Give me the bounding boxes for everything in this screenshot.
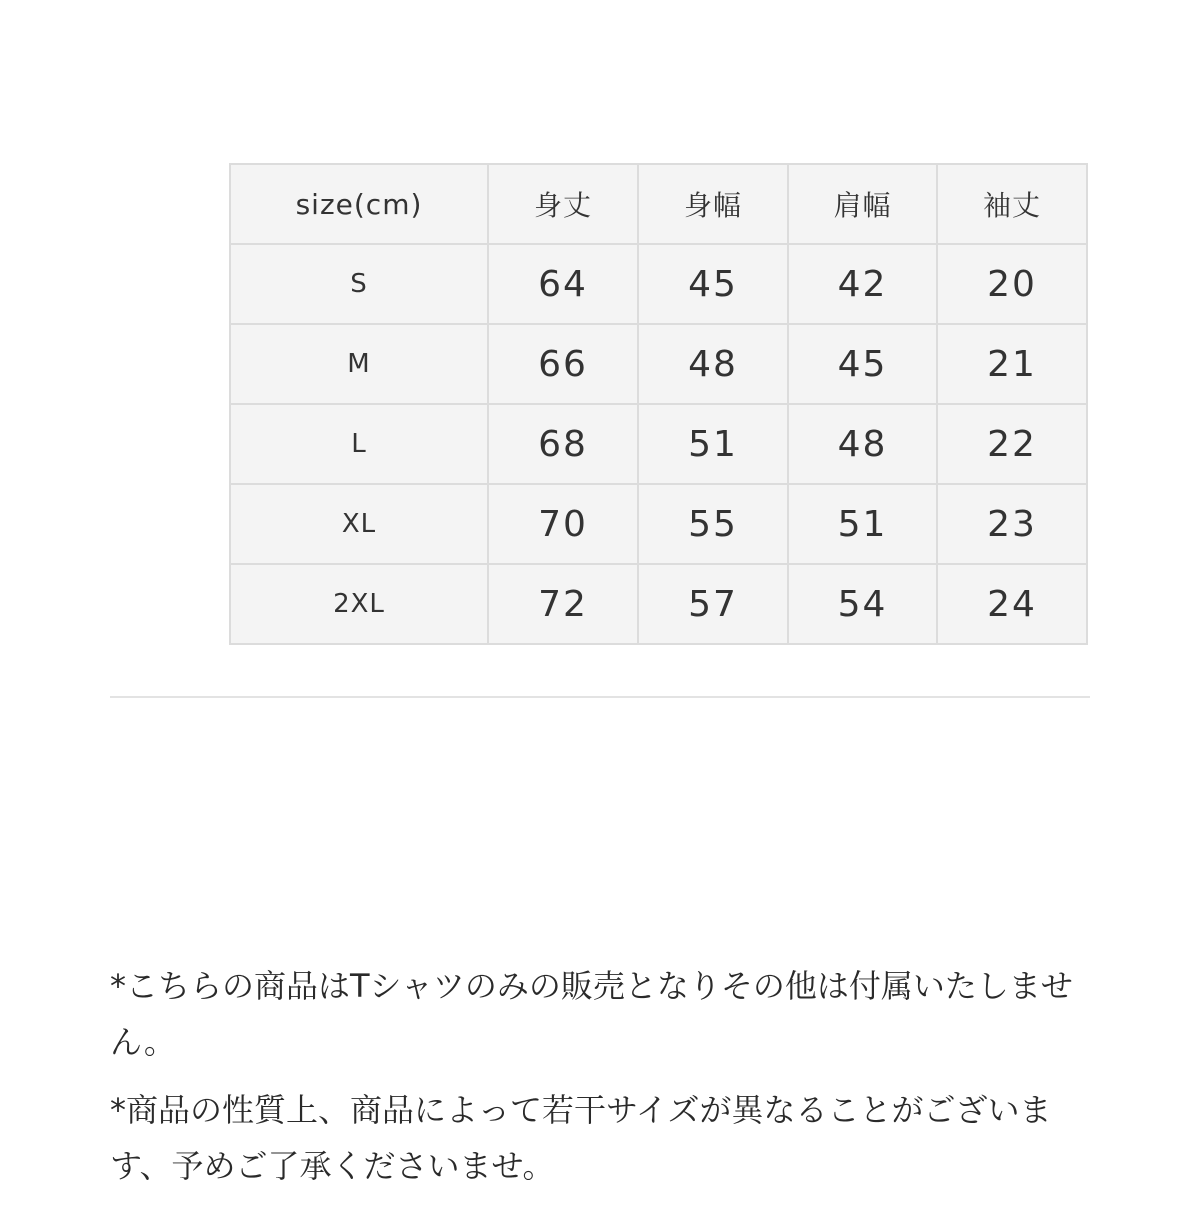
table-cell: 70	[488, 484, 638, 564]
table-header-row	[230, 164, 1087, 244]
note-size-variance: *商品の性質上、商品によって若干サイズが異なることがございます、予めご了承くださいませ。	[110, 1091, 1052, 1185]
table-cell: 22	[937, 404, 1087, 484]
table-cell: 21	[937, 324, 1087, 404]
table-row	[230, 484, 1087, 564]
table-row	[230, 324, 1087, 404]
table-cell: 51	[638, 404, 788, 484]
table-cell: 55	[638, 484, 788, 564]
table-cell: 68	[488, 404, 638, 484]
size-label: S	[230, 244, 488, 324]
table-row	[230, 244, 1087, 324]
product-notes	[110, 958, 1100, 1206]
table-cell: 66	[488, 324, 638, 404]
section-divider	[110, 696, 1090, 698]
table-cell: 54	[788, 564, 937, 644]
header-body-width: 身幅	[638, 164, 788, 244]
table-cell: 20	[937, 244, 1087, 324]
table-cell: 45	[638, 244, 788, 324]
table-cell: 64	[488, 244, 638, 324]
note-accessories: *こちらの商品はTシャツのみの販売となりその他は付属いたしません。	[110, 967, 1073, 1061]
table-cell: 48	[638, 324, 788, 404]
table-cell: 57	[638, 564, 788, 644]
table-cell: 45	[788, 324, 937, 404]
table-cell: 24	[937, 564, 1087, 644]
header-sleeve-length: 袖丈	[937, 164, 1087, 244]
table-cell: 48	[788, 404, 937, 484]
table-row	[230, 404, 1087, 484]
size-label: L	[230, 404, 488, 484]
header-shoulder-width: 肩幅	[788, 164, 937, 244]
size-label: M	[230, 324, 488, 404]
table-cell: 51	[788, 484, 937, 564]
header-size: size(cm)	[230, 164, 488, 244]
table-cell: 42	[788, 244, 937, 324]
header-body-length: 身丈	[488, 164, 638, 244]
size-label: XL	[230, 484, 488, 564]
table-cell: 72	[488, 564, 638, 644]
size-chart-table	[229, 163, 1088, 645]
table-row	[230, 564, 1087, 644]
size-label: 2XL	[230, 564, 488, 644]
table-cell: 23	[937, 484, 1087, 564]
